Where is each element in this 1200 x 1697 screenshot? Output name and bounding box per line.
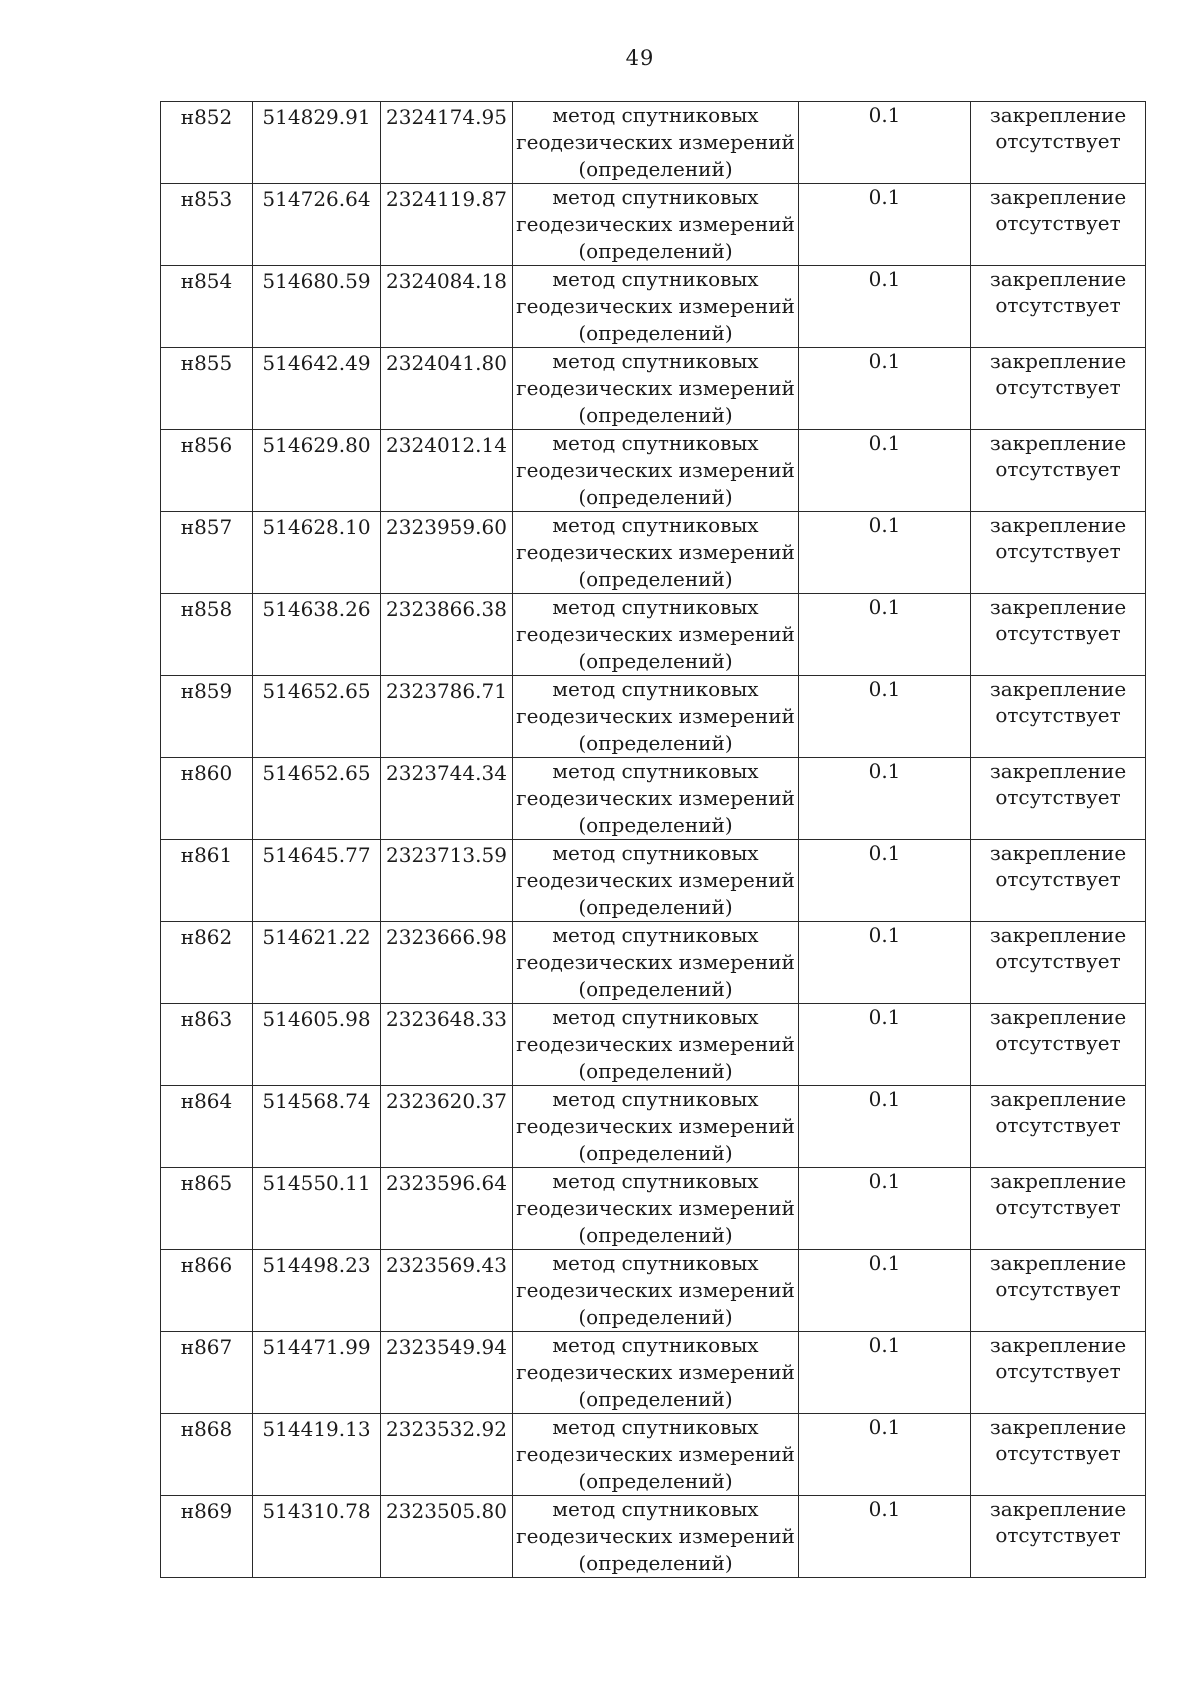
- accuracy-value: 0.1: [868, 1169, 901, 1193]
- y-coordinate-cell: [381, 1004, 513, 1086]
- method-line-2: геодезических измерений: [516, 1360, 795, 1384]
- point-id-cell: [161, 594, 253, 676]
- x-coordinate-cell: [253, 184, 381, 266]
- method-cell: [513, 184, 799, 266]
- y-coordinate-cell: [381, 102, 513, 184]
- x-coordinate: 514568.74: [262, 1089, 371, 1113]
- accuracy-value: 0.1: [868, 677, 901, 701]
- method-cell: [513, 1168, 799, 1250]
- accuracy-cell: [799, 1414, 971, 1496]
- coordinates-table-body: [161, 102, 1146, 1578]
- method-line-1: метод спутниковых: [552, 1415, 759, 1439]
- x-coordinate: 514419.13: [262, 1417, 371, 1441]
- point-id: н867: [180, 1335, 233, 1359]
- accuracy-cell: [799, 512, 971, 594]
- method-line-2: геодезических измерений: [516, 1442, 795, 1466]
- x-coordinate-cell: [253, 1496, 381, 1578]
- x-coordinate-cell: [253, 922, 381, 1004]
- accuracy-value: 0.1: [868, 349, 901, 373]
- method-line-1: метод спутниковых: [552, 267, 759, 291]
- point-id: н866: [180, 1253, 233, 1277]
- fixation-line-1: закрепление: [989, 1415, 1127, 1439]
- method-line-3: (определений): [578, 1305, 733, 1329]
- fixation-cell: [971, 266, 1146, 348]
- x-coordinate: 514638.26: [262, 597, 371, 621]
- x-coordinate: 514652.65: [262, 679, 371, 703]
- fixation-line-1: закрепление: [989, 1333, 1127, 1357]
- point-id: н856: [180, 433, 233, 457]
- y-coordinate: 2324041.80: [386, 351, 507, 375]
- y-coordinate: 2323620.37: [386, 1089, 507, 1113]
- x-coordinate-cell: [253, 348, 381, 430]
- fixation-line-2: отсутствует: [995, 621, 1121, 645]
- method-line-3: (определений): [578, 403, 733, 427]
- y-coordinate: 2323959.60: [386, 515, 507, 539]
- y-coordinate-cell: [381, 1250, 513, 1332]
- y-coordinate-cell: [381, 266, 513, 348]
- table-row: [161, 840, 1146, 922]
- x-coordinate-cell: [253, 758, 381, 840]
- y-coordinate: 2324174.95: [386, 105, 507, 129]
- method-line-1: метод спутниковых: [552, 431, 759, 455]
- y-coordinate: 2324119.87: [386, 187, 507, 211]
- coordinates-table: [160, 101, 1146, 1578]
- method-line-3: (определений): [578, 731, 733, 755]
- accuracy-value: 0.1: [868, 1415, 901, 1439]
- y-coordinate-cell: [381, 758, 513, 840]
- point-id: н861: [180, 843, 233, 867]
- x-coordinate: 514550.11: [262, 1171, 371, 1195]
- method-line-2: геодезических измерений: [516, 868, 795, 892]
- fixation-cell: [971, 1168, 1146, 1250]
- accuracy-cell: [799, 1250, 971, 1332]
- x-coordinate: 514680.59: [262, 269, 371, 293]
- y-coordinate: 2323505.80: [386, 1499, 507, 1523]
- point-id-cell: [161, 184, 253, 266]
- method-line-2: геодезических измерений: [516, 1196, 795, 1220]
- fixation-line-2: отсутствует: [995, 539, 1121, 563]
- method-line-1: метод спутниковых: [552, 103, 759, 127]
- method-line-3: (определений): [578, 1059, 733, 1083]
- fixation-line-1: закрепление: [989, 1251, 1127, 1275]
- y-coordinate-cell: [381, 184, 513, 266]
- fixation-line-2: отсутствует: [995, 1523, 1121, 1547]
- fixation-cell: [971, 1496, 1146, 1578]
- method-line-1: метод спутниковых: [552, 759, 759, 783]
- point-id: н852: [180, 105, 233, 129]
- accuracy-value: 0.1: [868, 1005, 901, 1029]
- fixation-line-2: отсутствует: [995, 211, 1121, 235]
- y-coordinate-cell: [381, 1086, 513, 1168]
- accuracy-value: 0.1: [868, 759, 901, 783]
- point-id-cell: [161, 1414, 253, 1496]
- fixation-line-2: отсутствует: [995, 785, 1121, 809]
- point-id: н865: [180, 1171, 233, 1195]
- point-id-cell: [161, 676, 253, 758]
- table-row: [161, 1168, 1146, 1250]
- method-cell: [513, 102, 799, 184]
- method-line-1: метод спутниковых: [552, 349, 759, 373]
- x-coordinate: 514652.65: [262, 761, 371, 785]
- method-line-1: метод спутниковых: [552, 185, 759, 209]
- fixation-line-2: отсутствует: [995, 1441, 1121, 1465]
- accuracy-value: 0.1: [868, 267, 901, 291]
- y-coordinate: 2324084.18: [386, 269, 507, 293]
- fixation-cell: [971, 1004, 1146, 1086]
- fixation-cell: [971, 1414, 1146, 1496]
- method-line-1: метод спутниковых: [552, 1251, 759, 1275]
- y-coordinate-cell: [381, 1496, 513, 1578]
- x-coordinate-cell: [253, 840, 381, 922]
- method-line-1: метод спутниковых: [552, 1497, 759, 1521]
- x-coordinate-cell: [253, 1086, 381, 1168]
- method-line-3: (определений): [578, 239, 733, 263]
- y-coordinate: 2323713.59: [386, 843, 507, 867]
- fixation-line-2: отсутствует: [995, 1031, 1121, 1055]
- y-coordinate: 2323648.33: [386, 1007, 507, 1031]
- fixation-line-2: отсутствует: [995, 1195, 1121, 1219]
- y-coordinate: 2323666.98: [386, 925, 507, 949]
- method-line-3: (определений): [578, 157, 733, 181]
- table-row: [161, 430, 1146, 512]
- table-row: [161, 676, 1146, 758]
- accuracy-value: 0.1: [868, 923, 901, 947]
- fixation-line-2: отсутствует: [995, 375, 1121, 399]
- table-row: [161, 102, 1146, 184]
- x-coordinate: 514310.78: [262, 1499, 371, 1523]
- table-row: [161, 1332, 1146, 1414]
- x-coordinate-cell: [253, 102, 381, 184]
- x-coordinate-cell: [253, 1004, 381, 1086]
- method-line-3: (определений): [578, 1551, 733, 1575]
- x-coordinate: 514629.80: [262, 433, 371, 457]
- method-line-2: геодезических измерений: [516, 458, 795, 482]
- method-cell: [513, 266, 799, 348]
- method-line-1: метод спутниковых: [552, 1333, 759, 1357]
- y-coordinate: 2323569.43: [386, 1253, 507, 1277]
- point-id: н868: [180, 1417, 233, 1441]
- table-row: [161, 266, 1146, 348]
- accuracy-cell: [799, 348, 971, 430]
- x-coordinate-cell: [253, 1250, 381, 1332]
- table-row: [161, 1086, 1146, 1168]
- y-coordinate-cell: [381, 594, 513, 676]
- fixation-line-1: закрепление: [989, 595, 1127, 619]
- x-coordinate: 514645.77: [262, 843, 371, 867]
- point-id-cell: [161, 758, 253, 840]
- x-coordinate-cell: [253, 266, 381, 348]
- method-line-3: (определений): [578, 649, 733, 673]
- fixation-line-2: отсутствует: [995, 1359, 1121, 1383]
- accuracy-value: 0.1: [868, 103, 901, 127]
- point-id: н859: [180, 679, 233, 703]
- fixation-cell: [971, 430, 1146, 512]
- method-line-3: (определений): [578, 567, 733, 591]
- method-cell: [513, 1496, 799, 1578]
- point-id-cell: [161, 430, 253, 512]
- y-coordinate: 2323744.34: [386, 761, 507, 785]
- fixation-line-2: отсутствует: [995, 1277, 1121, 1301]
- point-id: н854: [180, 269, 233, 293]
- fixation-line-1: закрепление: [989, 923, 1127, 947]
- method-line-2: геодезических измерений: [516, 1524, 795, 1548]
- point-id-cell: [161, 1168, 253, 1250]
- method-line-3: (определений): [578, 1141, 733, 1165]
- accuracy-value: 0.1: [868, 1251, 901, 1275]
- x-coordinate: 514621.22: [262, 925, 371, 949]
- method-line-1: метод спутниковых: [552, 1005, 759, 1029]
- fixation-cell: [971, 1086, 1146, 1168]
- table-row: [161, 594, 1146, 676]
- method-line-3: (определений): [578, 1223, 733, 1247]
- method-line-2: геодезических измерений: [516, 294, 795, 318]
- accuracy-cell: [799, 758, 971, 840]
- method-line-2: геодезических измерений: [516, 622, 795, 646]
- point-id-cell: [161, 840, 253, 922]
- y-coordinate-cell: [381, 1168, 513, 1250]
- accuracy-value: 0.1: [868, 1333, 901, 1357]
- fixation-line-2: отсутствует: [995, 457, 1121, 481]
- point-id-cell: [161, 1496, 253, 1578]
- y-coordinate-cell: [381, 922, 513, 1004]
- method-cell: [513, 1414, 799, 1496]
- table-row: [161, 348, 1146, 430]
- accuracy-cell: [799, 1004, 971, 1086]
- method-cell: [513, 1086, 799, 1168]
- fixation-line-2: отсутствует: [995, 949, 1121, 973]
- y-coordinate: 2323786.71: [386, 679, 507, 703]
- method-line-1: метод спутниковых: [552, 513, 759, 537]
- fixation-line-1: закрепление: [989, 349, 1127, 373]
- x-coordinate-cell: [253, 594, 381, 676]
- x-coordinate-cell: [253, 676, 381, 758]
- accuracy-cell: [799, 840, 971, 922]
- fixation-cell: [971, 184, 1146, 266]
- y-coordinate: 2324012.14: [386, 433, 507, 457]
- point-id-cell: [161, 922, 253, 1004]
- fixation-line-1: закрепление: [989, 185, 1127, 209]
- method-line-2: геодезических измерений: [516, 540, 795, 564]
- method-line-2: геодезических измерений: [516, 786, 795, 810]
- accuracy-cell: [799, 1168, 971, 1250]
- fixation-cell: [971, 676, 1146, 758]
- method-cell: [513, 594, 799, 676]
- method-line-2: геодезических измерений: [516, 704, 795, 728]
- fixation-line-2: отсутствует: [995, 867, 1121, 891]
- point-id: н855: [180, 351, 233, 375]
- accuracy-cell: [799, 676, 971, 758]
- fixation-cell: [971, 840, 1146, 922]
- fixation-cell: [971, 922, 1146, 1004]
- x-coordinate: 514471.99: [262, 1335, 371, 1359]
- method-cell: [513, 512, 799, 594]
- fixation-cell: [971, 1250, 1146, 1332]
- y-coordinate: 2323866.38: [386, 597, 507, 621]
- point-id: н853: [180, 187, 233, 211]
- fixation-cell: [971, 594, 1146, 676]
- method-line-1: метод спутниковых: [552, 923, 759, 947]
- method-cell: [513, 676, 799, 758]
- method-line-2: геодезических измерений: [516, 130, 795, 154]
- method-line-2: геодезических измерений: [516, 212, 795, 236]
- method-cell: [513, 1332, 799, 1414]
- point-id: н869: [180, 1499, 233, 1523]
- point-id-cell: [161, 348, 253, 430]
- method-line-3: (определений): [578, 321, 733, 345]
- x-coordinate: 514628.10: [262, 515, 371, 539]
- x-coordinate-cell: [253, 430, 381, 512]
- y-coordinate: 2323596.64: [386, 1171, 507, 1195]
- accuracy-cell: [799, 922, 971, 1004]
- point-id-cell: [161, 266, 253, 348]
- accuracy-value: 0.1: [868, 185, 901, 209]
- method-line-1: метод спутниковых: [552, 677, 759, 701]
- table-row: [161, 1414, 1146, 1496]
- point-id-cell: [161, 1250, 253, 1332]
- method-cell: [513, 348, 799, 430]
- page-number: 49: [625, 46, 655, 70]
- fixation-line-1: закрепление: [989, 1005, 1127, 1029]
- x-coordinate: 514498.23: [262, 1253, 371, 1277]
- x-coordinate: 514829.91: [262, 105, 371, 129]
- fixation-line-1: закрепление: [989, 1169, 1127, 1193]
- table-row: [161, 758, 1146, 840]
- method-cell: [513, 430, 799, 512]
- point-id: н857: [180, 515, 233, 539]
- y-coordinate-cell: [381, 430, 513, 512]
- fixation-cell: [971, 758, 1146, 840]
- method-cell: [513, 922, 799, 1004]
- method-cell: [513, 1250, 799, 1332]
- fixation-line-2: отсутствует: [995, 129, 1121, 153]
- fixation-cell: [971, 348, 1146, 430]
- x-coordinate: 514726.64: [262, 187, 371, 211]
- x-coordinate-cell: [253, 1168, 381, 1250]
- method-line-2: геодезических измерений: [516, 950, 795, 974]
- accuracy-cell: [799, 1496, 971, 1578]
- fixation-line-2: отсутствует: [995, 703, 1121, 727]
- table-row: [161, 1004, 1146, 1086]
- method-line-1: метод спутниковых: [552, 1087, 759, 1111]
- y-coordinate-cell: [381, 1332, 513, 1414]
- fixation-line-1: закрепление: [989, 513, 1127, 537]
- method-cell: [513, 758, 799, 840]
- point-id-cell: [161, 102, 253, 184]
- fixation-line-1: закрепление: [989, 841, 1127, 865]
- method-line-3: (определений): [578, 977, 733, 1001]
- fixation-cell: [971, 102, 1146, 184]
- x-coordinate: 514642.49: [262, 351, 371, 375]
- fixation-line-2: отсутствует: [995, 1113, 1121, 1137]
- table-row: [161, 1250, 1146, 1332]
- x-coordinate: 514605.98: [262, 1007, 371, 1031]
- method-line-1: метод спутниковых: [552, 841, 759, 865]
- accuracy-cell: [799, 594, 971, 676]
- accuracy-value: 0.1: [868, 513, 901, 537]
- method-line-2: геодезических измерений: [516, 1278, 795, 1302]
- table-row: [161, 1496, 1146, 1578]
- point-id-cell: [161, 1004, 253, 1086]
- y-coordinate-cell: [381, 348, 513, 430]
- method-line-2: геодезических измерений: [516, 1032, 795, 1056]
- method-line-2: геодезических измерений: [516, 1114, 795, 1138]
- point-id: н858: [180, 597, 233, 621]
- y-coordinate-cell: [381, 840, 513, 922]
- accuracy-cell: [799, 430, 971, 512]
- accuracy-cell: [799, 184, 971, 266]
- fixation-line-2: отсутствует: [995, 293, 1121, 317]
- accuracy-value: 0.1: [868, 1087, 901, 1111]
- method-cell: [513, 840, 799, 922]
- point-id-cell: [161, 1332, 253, 1414]
- point-id: н860: [180, 761, 233, 785]
- y-coordinate-cell: [381, 512, 513, 594]
- accuracy-cell: [799, 1086, 971, 1168]
- accuracy-value: 0.1: [868, 1497, 901, 1521]
- fixation-line-1: закрепление: [989, 677, 1127, 701]
- point-id: н862: [180, 925, 233, 949]
- fixation-line-1: закрепление: [989, 1497, 1127, 1521]
- fixation-line-1: закрепление: [989, 1087, 1127, 1111]
- method-line-1: метод спутниковых: [552, 1169, 759, 1193]
- fixation-cell: [971, 512, 1146, 594]
- x-coordinate-cell: [253, 1332, 381, 1414]
- y-coordinate-cell: [381, 1414, 513, 1496]
- accuracy-cell: [799, 102, 971, 184]
- fixation-line-1: закрепление: [989, 103, 1127, 127]
- point-id-cell: [161, 512, 253, 594]
- method-line-3: (определений): [578, 895, 733, 919]
- accuracy-cell: [799, 1332, 971, 1414]
- method-cell: [513, 1004, 799, 1086]
- method-line-3: (определений): [578, 1387, 733, 1411]
- method-line-3: (определений): [578, 1469, 733, 1493]
- fixation-cell: [971, 1332, 1146, 1414]
- accuracy-value: 0.1: [868, 841, 901, 865]
- method-line-2: геодезических измерений: [516, 376, 795, 400]
- fixation-line-1: закрепление: [989, 431, 1127, 455]
- method-line-3: (определений): [578, 813, 733, 837]
- point-id: н863: [180, 1007, 233, 1031]
- accuracy-value: 0.1: [868, 595, 901, 619]
- point-id-cell: [161, 1086, 253, 1168]
- table-row: [161, 922, 1146, 1004]
- table-row: [161, 512, 1146, 594]
- table-row: [161, 184, 1146, 266]
- fixation-line-1: закрепление: [989, 267, 1127, 291]
- method-line-1: метод спутниковых: [552, 595, 759, 619]
- method-line-3: (определений): [578, 485, 733, 509]
- accuracy-value: 0.1: [868, 431, 901, 455]
- point-id: н864: [180, 1089, 233, 1113]
- y-coordinate: 2323532.92: [386, 1417, 507, 1441]
- accuracy-cell: [799, 266, 971, 348]
- x-coordinate-cell: [253, 1414, 381, 1496]
- x-coordinate-cell: [253, 512, 381, 594]
- y-coordinate: 2323549.94: [386, 1335, 507, 1359]
- y-coordinate-cell: [381, 676, 513, 758]
- fixation-line-1: закрепление: [989, 759, 1127, 783]
